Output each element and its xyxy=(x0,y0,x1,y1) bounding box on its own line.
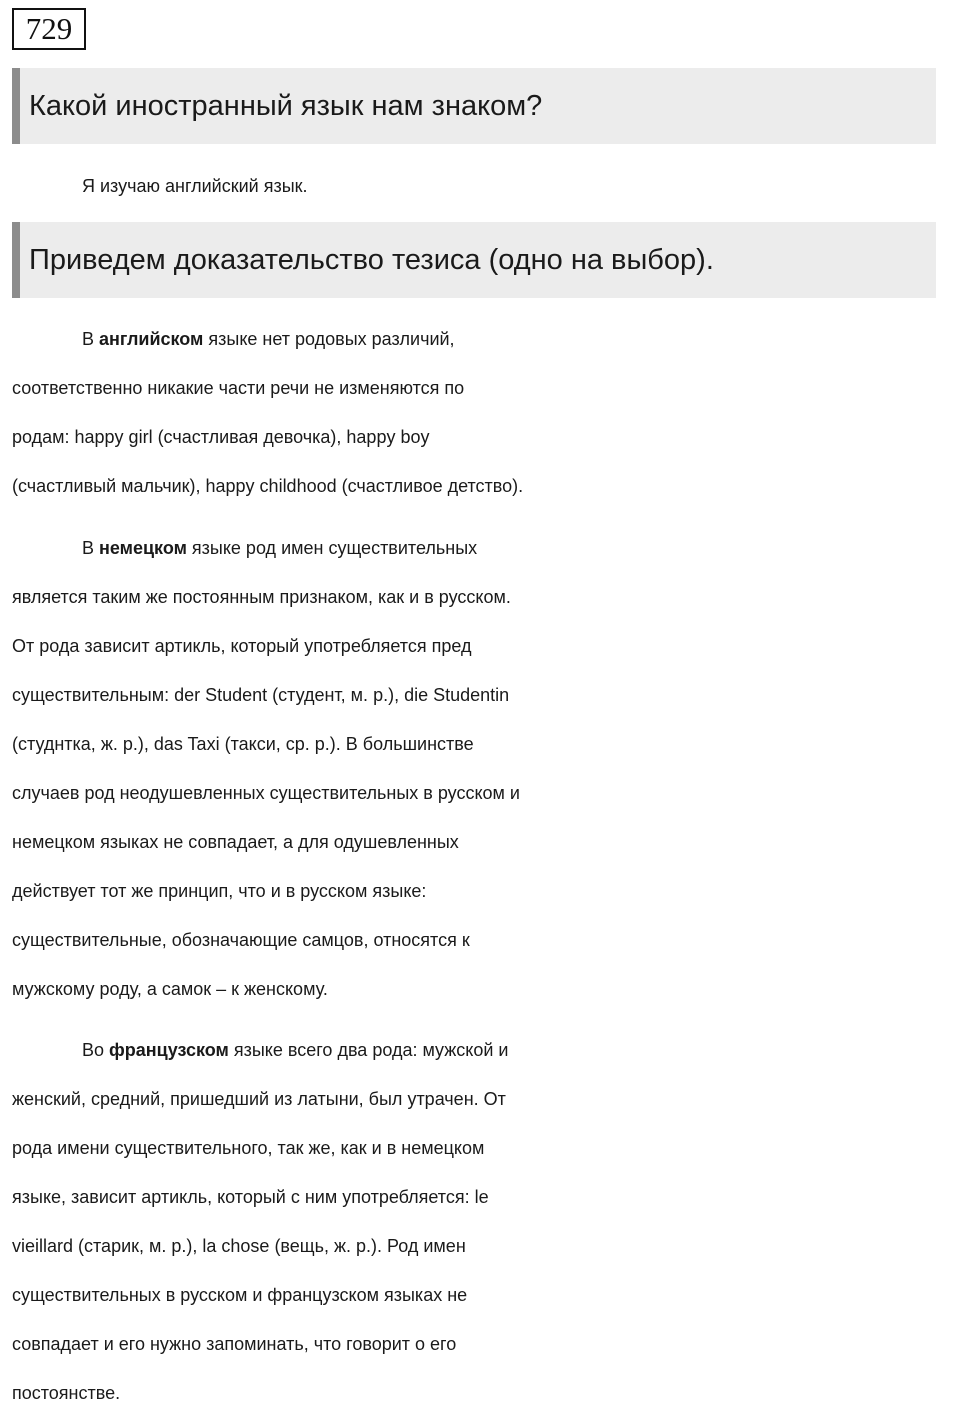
answer-line xyxy=(12,162,952,211)
paragraph-line: действует тот же принцип, что и в русском языке: xyxy=(12,881,427,901)
paragraph-line: соответственно никакие части речи не изменяются по xyxy=(12,378,465,398)
paragraph-line: является таким же постоянным признаком, как и в русском. xyxy=(12,587,511,607)
line-text: языке нет родовых различий, xyxy=(203,329,455,349)
paragraph-line xyxy=(12,315,952,364)
paragraph-line: родам: happy girl (счастливая девочка), happy boy xyxy=(12,427,430,447)
paragraph-line: случаев род неодушевленных существительных в русском и xyxy=(12,783,520,803)
answer-paragraph-1 xyxy=(12,162,952,211)
german-paragraph xyxy=(12,524,952,1014)
question-heading-1: Какой иностранный язык нам знаком? xyxy=(12,68,936,144)
language-name-german: немецком xyxy=(99,538,187,558)
paragraph-line: (счастливый мальчик), happy childhood (счастливое детство). xyxy=(12,476,524,496)
language-name-french: французском xyxy=(109,1040,229,1060)
paragraph-line: существительные, обозначающие самцов, относятся к xyxy=(12,930,470,950)
paragraph-line: От рода зависит артикль, который употребляется пред xyxy=(12,636,472,656)
lead-text: Во xyxy=(82,1040,110,1060)
french-paragraph xyxy=(12,1026,952,1418)
paragraph-line: языке, зависит артикль, который с ним употребляется: le xyxy=(12,1187,489,1207)
line-text: языке род имен существительных xyxy=(186,538,478,558)
paragraph-line xyxy=(12,524,952,573)
task-number: 729 xyxy=(12,8,86,50)
question-heading-2: Приведем доказательство тезиса (одно на выбор). xyxy=(12,222,936,298)
english-paragraph xyxy=(12,315,952,511)
paragraph-line: постоянстве. xyxy=(12,1383,121,1403)
paragraph-line: существительным: der Student (студент, м. р.), die Studentin xyxy=(12,685,510,705)
lead-text: В xyxy=(82,329,100,349)
paragraph-line xyxy=(12,1026,952,1075)
paragraph-line: женский, средний, пришедший из латыни, был утрачен. От xyxy=(12,1089,506,1109)
line-text: языке всего два рода: мужской и xyxy=(228,1040,509,1060)
paragraph-line: немецком языках не совпадает, а для одушевленных xyxy=(12,832,459,852)
lead-text: В xyxy=(82,538,100,558)
paragraph-line: мужскому роду, а самок – к женскому. xyxy=(12,979,328,999)
language-name-english: английском xyxy=(99,329,204,349)
paragraph-line: vieillard (старик, м. р.), la chose (вещь, ж. р.). Род имен xyxy=(12,1236,466,1256)
paragraph-line: совпадает и его нужно запоминать, что говорит о его xyxy=(12,1334,457,1354)
paragraph-line: (студнтка, ж. р.), das Taxi (такси, ср. р.). В большинстве xyxy=(12,734,474,754)
answer-text: Я изучаю английский язык. xyxy=(82,176,308,196)
paragraph-line: существительных в русском и французском языках не xyxy=(12,1285,468,1305)
paragraph-line: рода имени существительного, так же, как и в немецком xyxy=(12,1138,485,1158)
